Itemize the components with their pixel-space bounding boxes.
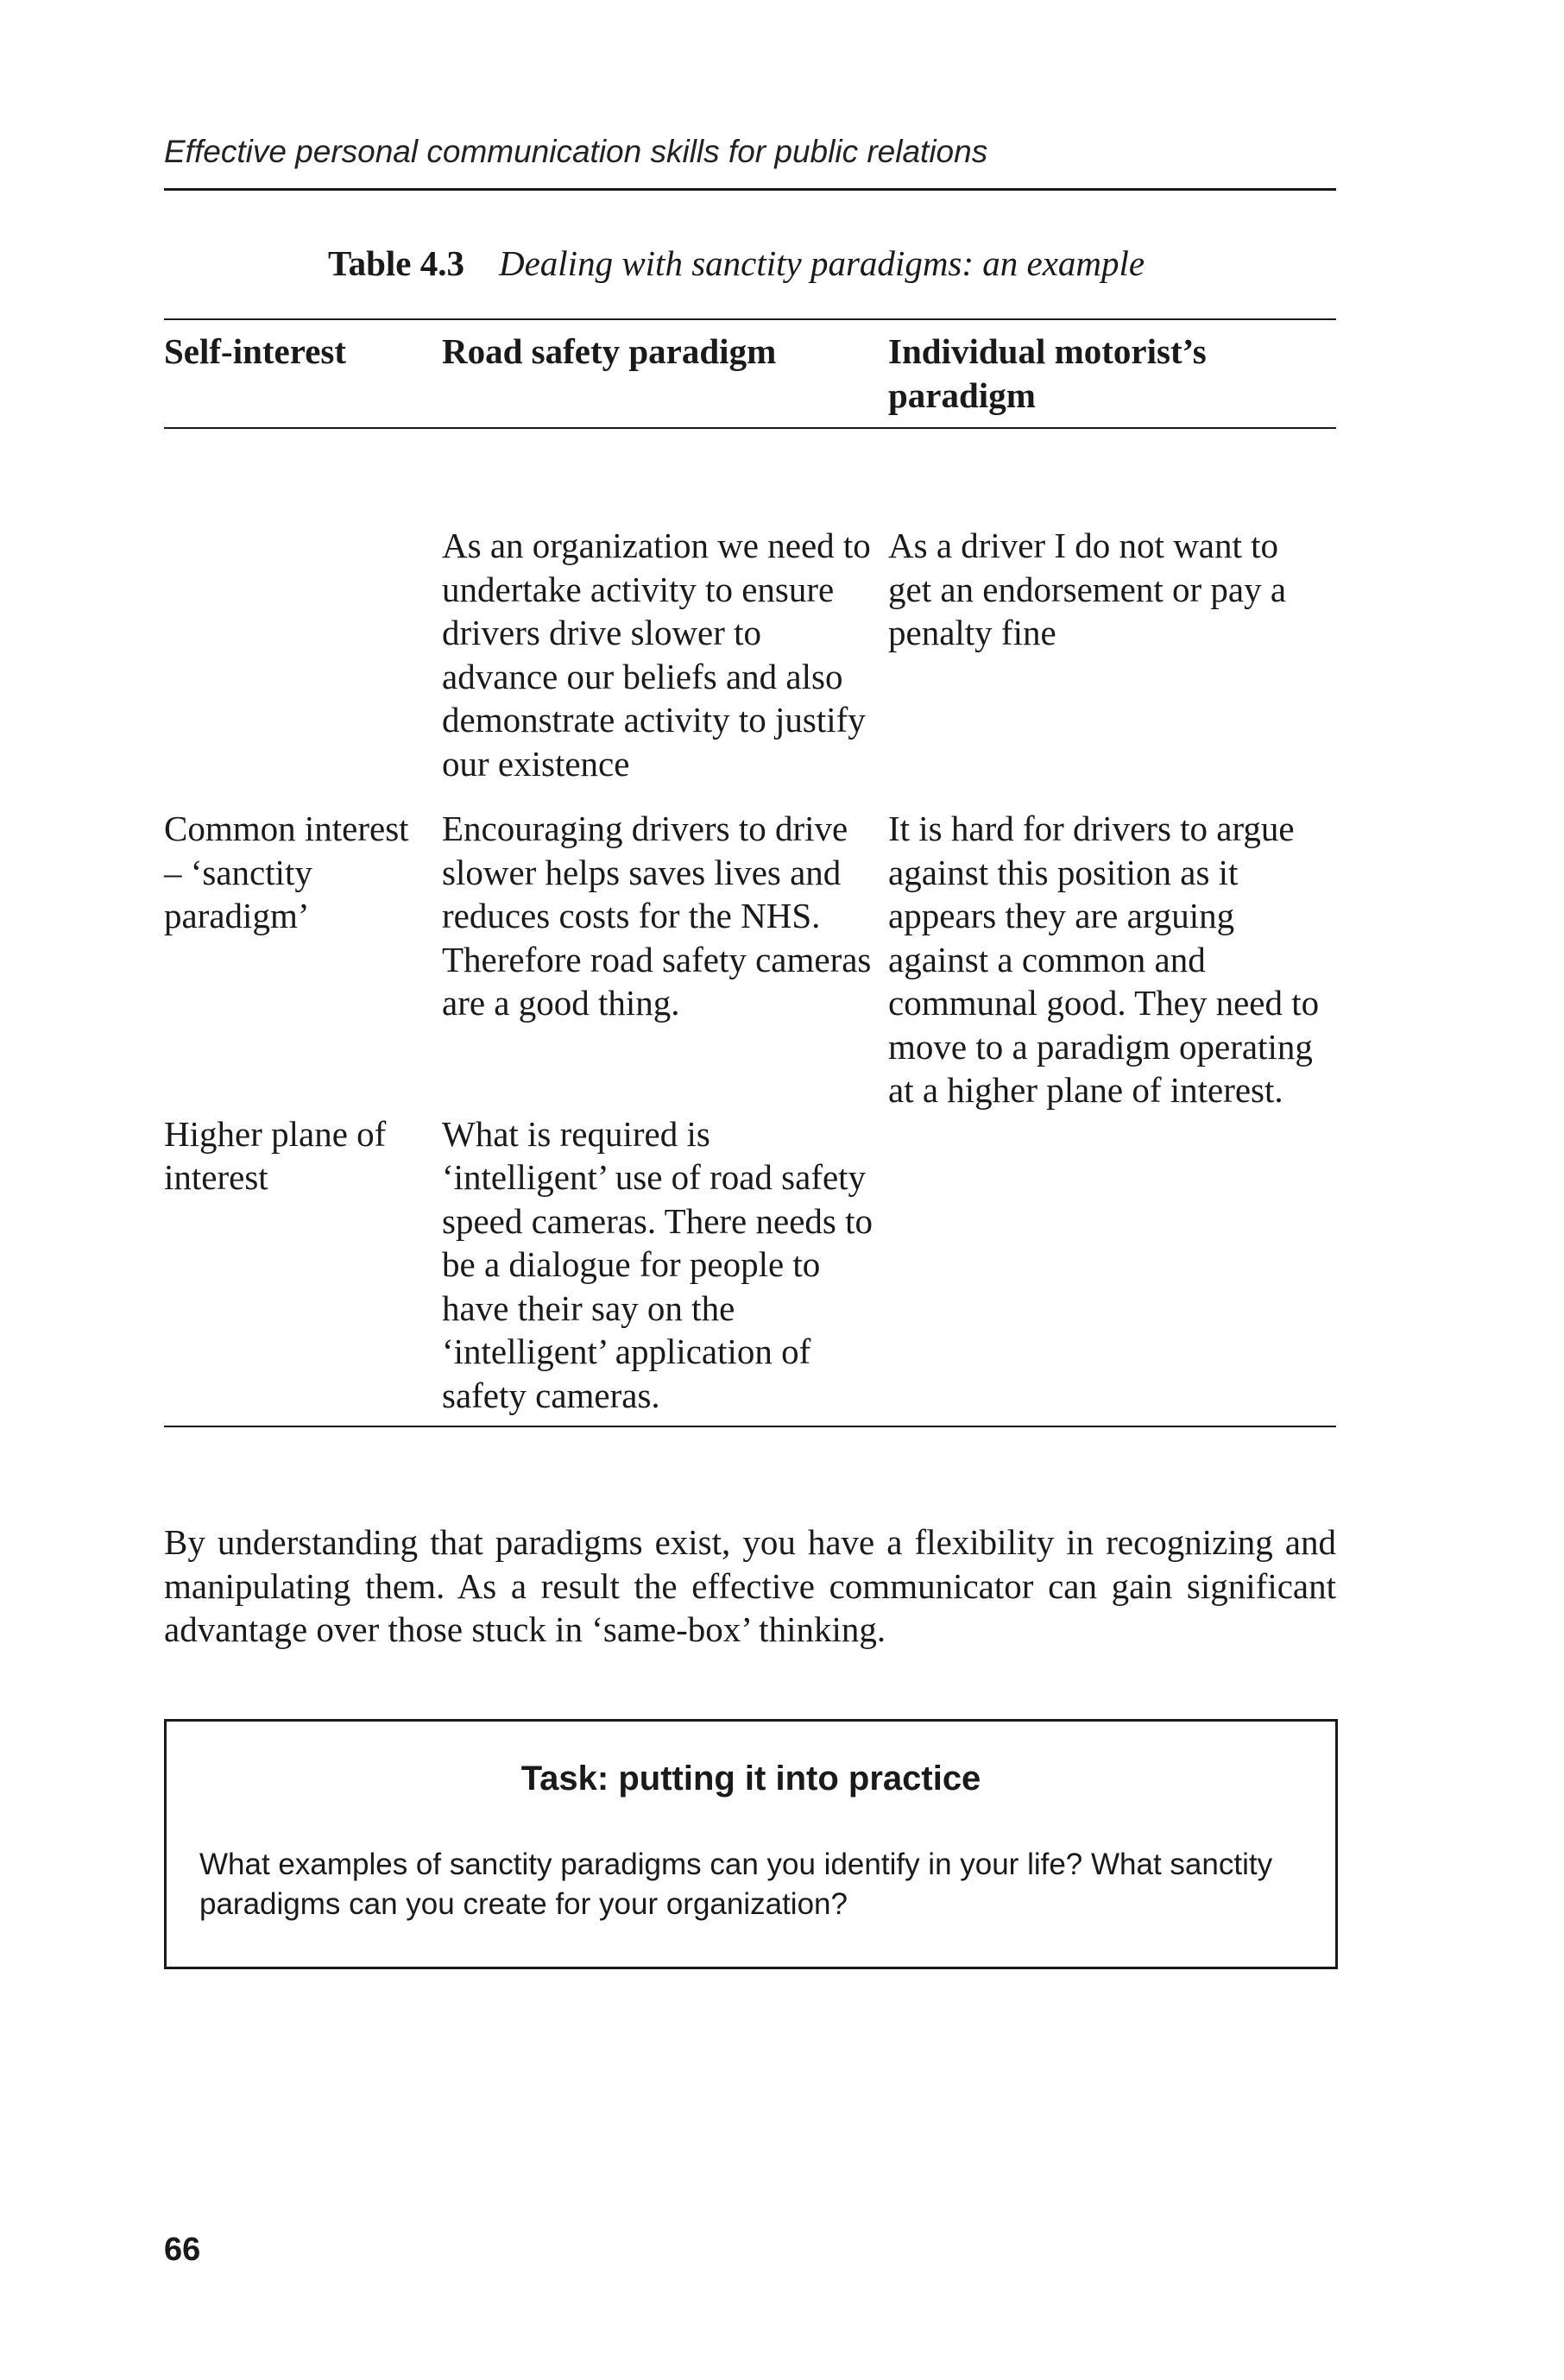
header-road-safety-paradigm: Road safety paradigm [442,331,777,371]
table-top-rule [164,318,1336,320]
table-caption [328,242,1145,285]
row-label: Higher plane of interest [164,1113,387,1197]
header-rule [164,188,1336,191]
page-number: 66 [164,2232,201,2268]
task-box [164,1719,1338,1969]
table-title: Dealing with sanctity paradigms: an example [498,243,1145,283]
road-safety-cell: What is required is ‘intelligent’ use of road safety speed cameras. There needs to be a dialogue for people to have their say on the ‘intelligent’ application of safety cameras. [442,1113,873,1415]
task-title: Task: putting it into practice [520,1760,981,1798]
motorist-cell: It is hard for drivers to argue against this position as it appears they are arguing against a common and communal good. They need to move to a paradigm operating at a higher plane of interest. [888,809,1320,1110]
header-motorist-paradigm: Individual motorist’s paradigm [888,331,1207,415]
header-self-interest: Self-interest [164,331,347,371]
paradigm-table [164,330,1336,1417]
body-paragraph: By understanding that paradigms exist, you have a flexibility in recognizing and manipulating them. As a result the effective communicator can gain significant advantage over those stuck in ‘same-box’ thinking. [164,1522,1336,1649]
row-label: Common interest – ‘sanctity paradigm’ [164,809,409,935]
table-number: Table 4.3 [328,243,464,283]
table-header-row [164,330,1336,417]
task-text: What examples of sanctity paradigms can you identify in your life? What sanctity paradigms can you create for your organization? [199,1848,1273,1921]
table-row [164,1112,1336,1418]
road-safety-cell: Encouraging drivers to drive slower helps saves lives and reduces costs for the NHS. Therefore road safety cameras are a good thing. [442,809,872,1023]
table-row [164,524,1336,785]
motorist-cell: As a driver I do not want to get an endorsement or pay a penalty fine [888,526,1287,652]
table-row [164,807,1336,1112]
row-label [164,524,442,785]
running-head: Effective personal communication skills for public relations [164,134,988,169]
road-safety-cell: As an organization we need to undertake activity to ensure drivers drive slower to advance our beliefs and also demonstrate activity to justify our existence [442,526,871,784]
table-bottom-rule [164,1426,1336,1427]
